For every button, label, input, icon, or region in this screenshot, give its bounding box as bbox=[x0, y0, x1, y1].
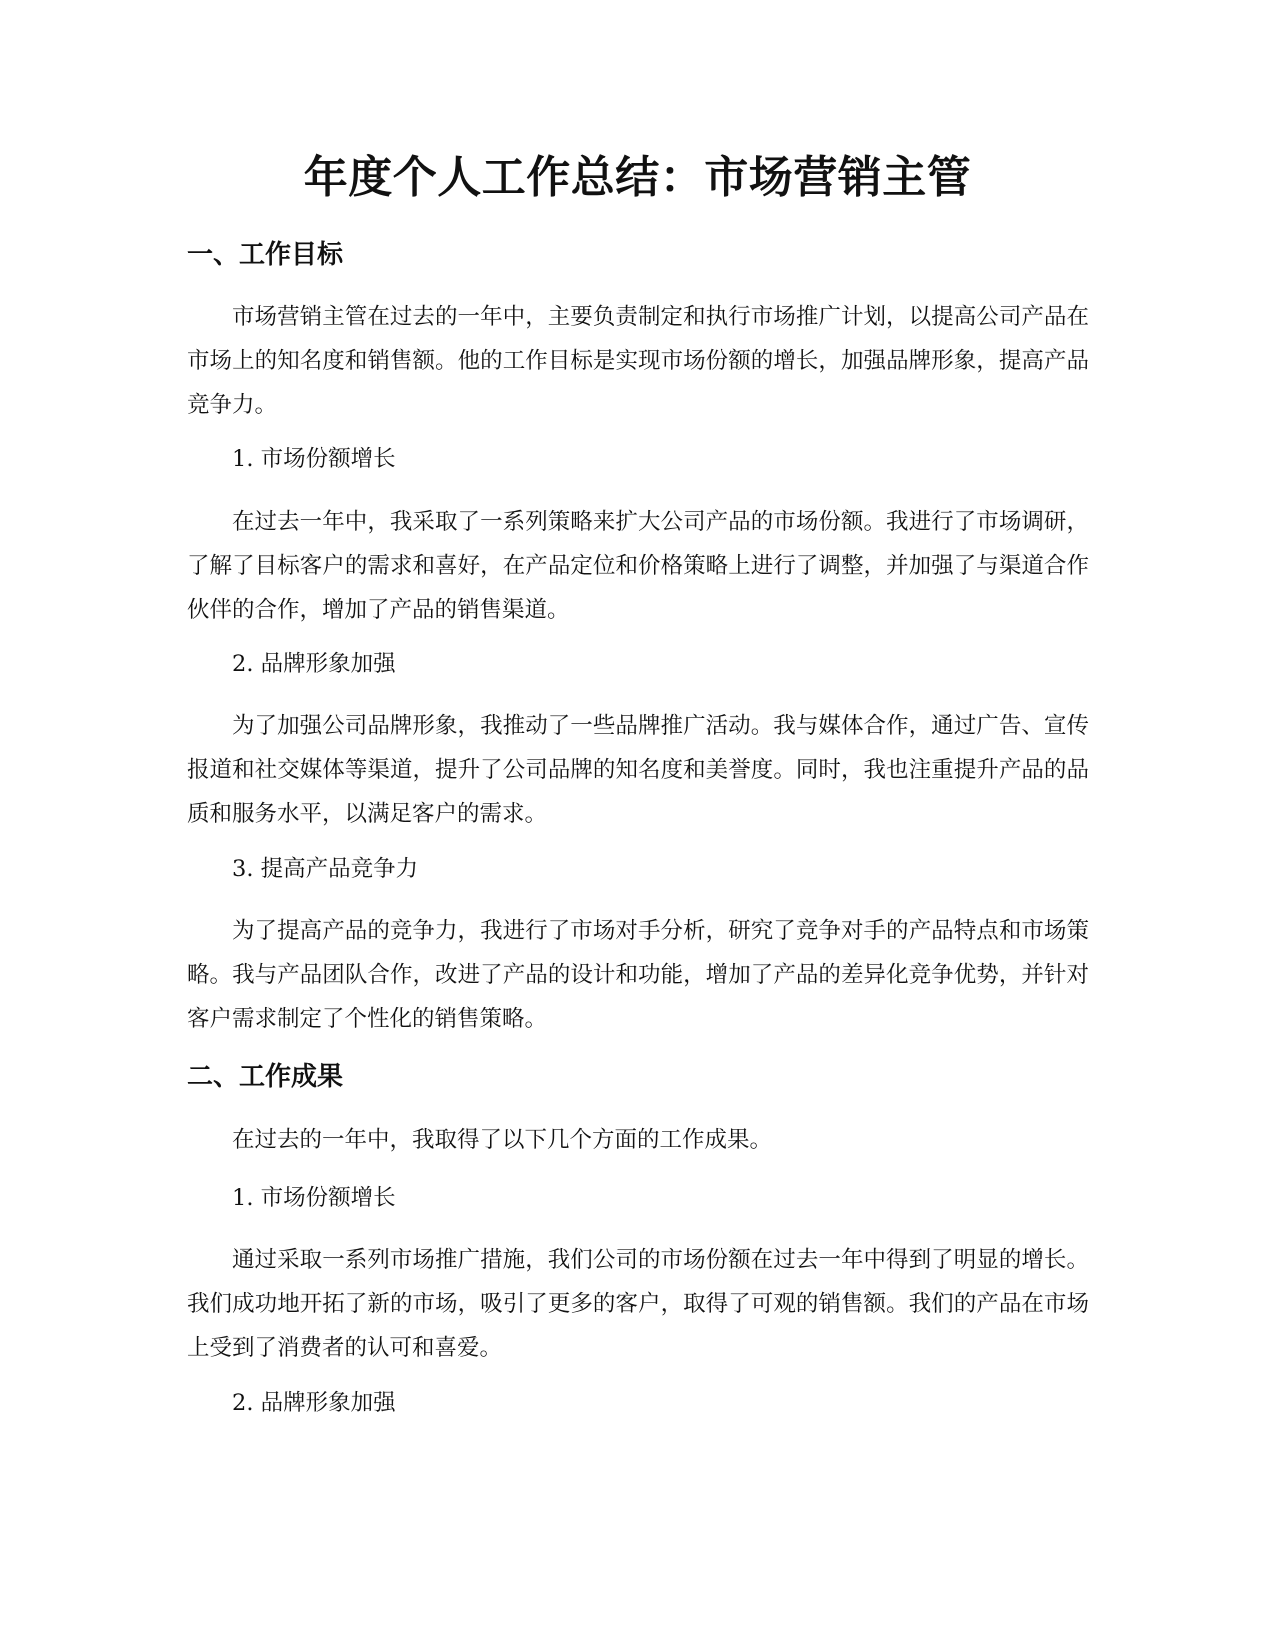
document-title: 年度个人工作总结：市场营销主管 bbox=[303, 152, 972, 203]
item-text-competitiveness: 为了提高产品的竞争力，我进行了市场对手分析，研究了竞争对手的产品特点和市场策略。我与产品团队合作，改进了产品的设计和功能，增加了产品的差异化竞争优势，并针对客户需求制定了个性化的销售策略。 bbox=[187, 918, 1089, 1032]
result-label-brand-image: 2. 品牌形象加强 bbox=[232, 1390, 396, 1416]
section-intro-goals: 市场营销主管在过去的一年中，主要负责制定和执行市场推广计划，以提高公司产品在市场上的知名度和销售额。他的工作目标是实现市场份额的增长，加强品牌形象，提高产品竞争力。 bbox=[187, 304, 1089, 418]
item-label-competitiveness: 3. 提高产品竞争力 bbox=[232, 856, 419, 882]
result-text-market-share: 通过采取一系列市场推广措施，我们公司的市场份额在过去一年中得到了明显的增长。我们成功地开拓了新的市场，吸引了更多的客户，取得了可观的销售额。我们的产品在市场上受到了消费者的认可和喜爱。 bbox=[187, 1247, 1089, 1361]
item-text-brand-image: 为了加强公司品牌形象，我推动了一些品牌推广活动。我与媒体合作，通过广告、宣传报道和社交媒体等渠道，提升了公司品牌的知名度和美誉度。同时，我也注重提升产品的品质和服务水平，以满足客户的需求。 bbox=[187, 713, 1089, 827]
section-heading-results: 二、工作成果 bbox=[187, 1062, 344, 1092]
item-label-brand-image: 2. 品牌形象加强 bbox=[232, 651, 396, 677]
section-intro-results: 在过去的一年中，我取得了以下几个方面的工作成果。 bbox=[232, 1127, 773, 1153]
item-text-market-share: 在过去一年中，我采取了一系列策略来扩大公司产品的市场份额。我进行了市场调研，了解了目标客户的需求和喜好，在产品定位和价格策略上进行了调整，并加强了与渠道合作伙伴的合作，增加了产品的销售渠道。 bbox=[187, 509, 1089, 623]
result-label-market-share: 1. 市场份额增长 bbox=[232, 1185, 396, 1211]
item-label-market-share: 1. 市场份额增长 bbox=[232, 446, 396, 472]
section-heading-goals: 一、工作目标 bbox=[187, 240, 344, 270]
